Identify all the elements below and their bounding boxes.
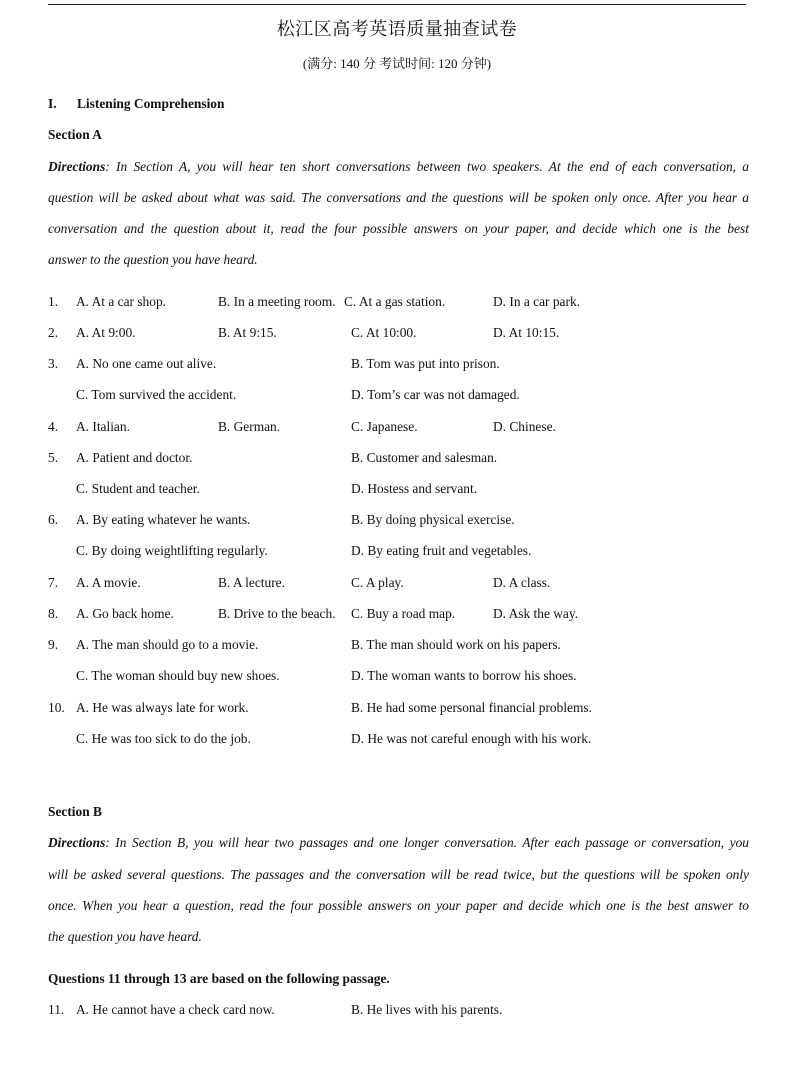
option-d: D. Ask the way. [493,606,579,621]
option-c: C. Tom survived the accident. [76,387,237,402]
option-d: D. At 10:15. [493,325,560,340]
option-a: A. Patient and doctor. [76,450,193,465]
section-b-directions-line: the question you have heard. [48,929,202,944]
question-10 [0,700,794,718]
option-c: C. Student and teacher. [76,481,200,496]
question-number: 9. [48,637,59,652]
option-b: B. A lecture. [218,575,285,590]
question-11 [0,1002,794,1020]
option-a: A. At 9:00. [76,325,136,340]
option-b: B. Tom was put into prison. [351,356,500,371]
question-number: 4. [48,419,59,434]
question-number: 11. [48,1002,65,1017]
section-b-directions-line: Directions: In Section B, you will hear two passages and one longer conversation. After each passage or conversation, you [48,835,749,850]
option-a: A. A movie. [76,575,141,590]
option-b: B. German. [218,419,281,434]
option-b: B. Drive to the beach. [218,606,336,621]
directions-label: Directions [48,835,106,850]
option-d: D. Hostess and servant. [351,481,478,496]
option-a: A. No one came out alive. [76,356,217,371]
option-b: B. He had some personal financial problems. [351,700,592,715]
question-3-row2 [0,387,794,405]
option-d: D. Tom’s car was not damaged. [351,387,520,402]
question-number: 3. [48,356,59,371]
option-a: A. He was always late for work. [76,700,249,715]
option-c: C. Buy a road map. [351,606,456,621]
option-b: B. He lives with his parents. [351,1002,503,1017]
question-number: 8. [48,606,59,621]
option-d: D. Chinese. [493,419,556,434]
option-a: A. Italian. [76,419,130,434]
question-5 [0,450,794,468]
option-b: B. At 9:15. [218,325,277,340]
option-a: A. By eating whatever he wants. [76,512,251,527]
question-number: 6. [48,512,59,527]
question-4 [0,419,794,437]
option-b: B. The man should work on his papers. [351,637,561,652]
option-b: B. In a meeting room. [218,294,336,309]
option-d: D. By eating fruit and vegetables. [351,543,532,558]
option-c: C. At a gas station. [344,294,446,309]
option-a: A. Go back home. [76,606,174,621]
exam-title: 松江区高考英语质量抽查试卷 [276,19,518,40]
section-a-directions-line: question will be asked about what was said. The conversations and the questions will be spoken only once. After you hear a [48,190,749,205]
question-6-row2 [0,543,794,561]
option-c: C. At 10:00. [351,325,417,340]
option-a: A. He cannot have a check card now. [76,1002,275,1017]
question-number: 1. [48,294,59,309]
section-a-title: Section A [48,127,102,142]
question-1 [0,294,794,312]
question-6 [0,512,794,530]
section-a-directions-line: answer to the question you have heard. [48,252,258,267]
section-b-title: Section B [48,804,102,819]
question-3 [0,356,794,374]
question-9-row2 [0,668,794,686]
option-d: D. A class. [493,575,551,590]
option-c: C. By doing weightlifting regularly. [76,543,268,558]
option-d: D. He was not careful enough with his work. [351,731,592,746]
option-a: A. The man should go to a movie. [76,637,259,652]
question-number: 7. [48,575,59,590]
option-c: C. The woman should buy new shoes. [76,668,280,683]
question-10-row2 [0,731,794,749]
option-b: B. By doing physical exercise. [351,512,515,527]
part-title: Listening Comprehension [77,96,225,111]
section-b-directions-line: once. When you hear a question, read the four possible answers on your paper and decide which one is the best answer to [48,898,749,913]
section-b-directions-line: will be asked several questions. The passages and the conversation will be read twice, but the questions will be spoken only [48,867,749,882]
exam-subtitle: (满分: 140 分 考试时间: 120 分钟) [302,56,492,71]
option-d: D. The woman wants to borrow his shoes. [351,668,577,683]
question-2 [0,325,794,343]
option-c: C. A play. [351,575,404,590]
section-a-directions-line: conversation and the question about it, read the four possible answers on your paper, and decide which one is the best [48,221,749,236]
question-5-row2 [0,481,794,499]
option-a: A. At a car shop. [76,294,166,309]
question-7 [0,575,794,593]
part-heading [48,96,225,112]
option-d: D. In a car park. [493,294,580,309]
section-a-directions-line: Directions: In Section A, you will hear ten short conversations between two speakers. At the end of each conversation, a [48,159,749,174]
question-number: 5. [48,450,59,465]
option-c: C. Japanese. [351,419,418,434]
option-b: B. Customer and salesman. [351,450,498,465]
directions-label: Directions [48,159,106,174]
top-rule [48,4,746,5]
question-8 [0,606,794,624]
question-9 [0,637,794,655]
question-number: 2. [48,325,59,340]
part-number: I. [48,96,57,111]
question-number: 10. [48,700,65,715]
option-c: C. He was too sick to do the job. [76,731,251,746]
question-group-heading: Questions 11 through 13 are based on the following passage. [48,971,390,986]
